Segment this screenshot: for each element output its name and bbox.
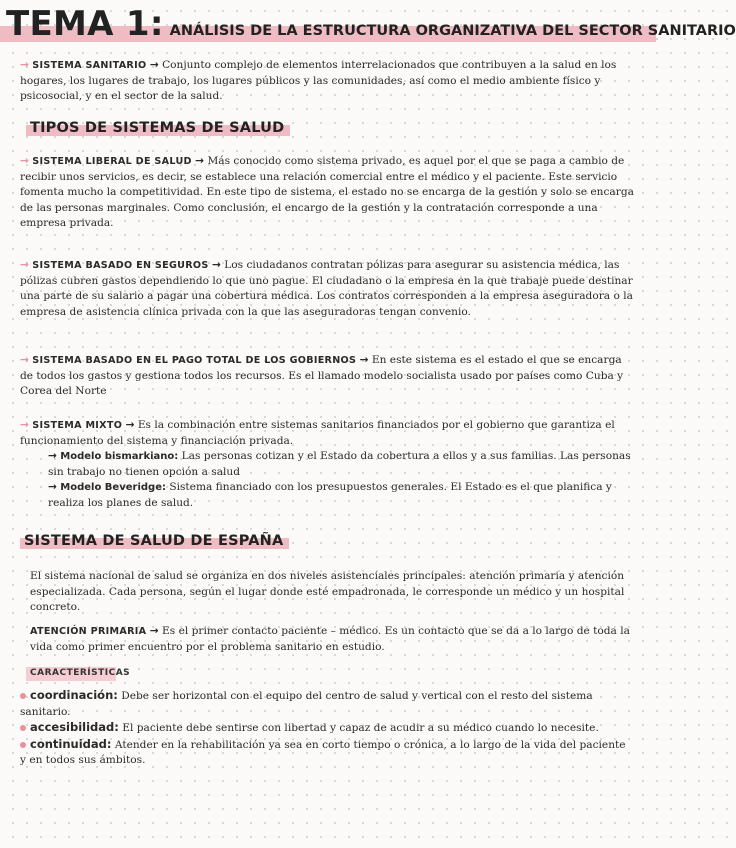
arrow-icon: → [48, 481, 57, 493]
section-heading-spain: SISTEMA DE SALUD DE ESPAÑA [24, 533, 283, 549]
title-main: TEMA 1: [6, 4, 164, 44]
model-beveridge: → Modelo Beveridge: Sistema financiado con los presupuestos generales. El Estado es el que planifica y realiza los planes de salud. [48, 481, 612, 509]
list-item: continuidad: Atender en la rehabilitación ya sea en corto tiempo o crónica, a lo largo de la vida del paciente y en todos sus ámbitos. [20, 736, 626, 766]
arrow-icon: → [149, 625, 159, 637]
intro-text: Conjunto complejo de elementos interrelacionados que contribuyen a la salud en los hogares, los lugares de trabajo, los lugares públicos y las comunidades, así como el medio ambiente físico y psicosocial, y en el sector de la salud. [20, 59, 617, 102]
intro-paragraph [20, 58, 636, 105]
list-item: coordinación: Debe ser horizontal con el equipo del centro de salud y vertical con el resto del sistema sanitario. [20, 688, 593, 718]
bullet-dot-icon [20, 742, 26, 748]
bullet-dot-icon [20, 693, 26, 699]
primary-care: ATENCIÓN PRIMARIA → Es el primer contacto paciente – médico. Es un contacto que se da a lo largo de toda la vida como primer encuentro por el problema sanitario en estudio. [30, 625, 630, 653]
arrow-icon: → [125, 419, 135, 431]
characteristics-label: CARACTERÍSTICAS [30, 668, 131, 678]
model-bismarck: → Modelo bismarkiano: Las personas cotizan y el Estado da cobertura a ellos y a sus familias. Las personas sin trabajo no tienen opción a salud [48, 450, 631, 478]
arrow-icon: → [20, 59, 29, 71]
arrow-icon: → [211, 259, 221, 271]
arrow-icon: → [359, 354, 369, 366]
section-heading-types: TIPOS DE SISTEMAS DE SALUD [30, 120, 284, 136]
bullet-dot-icon [20, 725, 26, 731]
arrow-icon: → [20, 155, 29, 167]
type-item-government: → SISTEMA BASADO EN EL PAGO TOTAL DE LOS GOBIERNOS → En este sistema es el estado el que se encarga de todos los gastos y gestiona todos los recursos. Es el llamado modelo socialista usado por países como Cuba y Corea del Norte [20, 354, 624, 397]
arrow-icon: → [149, 59, 159, 71]
type-item-liberal: → SISTEMA LIBERAL DE SALUD → Más conocido como sistema privado, es aquel por el que se paga a cambio de recibir unos servicios, es decir, se establece una relación comercial entre el médico y el paciente. Este servicio fomenta mucho la competitividad. En este tipo de sistema, el estado no se encarga de la gestión y solo se encarga de las personas marginales. Como conclusión, el encargo de la gestión y la contratación corresponde a una empresa privada. [20, 155, 634, 229]
page-title [0, 4, 736, 46]
type-item-insurance: → SISTEMA BASADO EN SEGUROS → Los ciudadanos contratan pólizas para asegurar su asistencia médica, las pólizas cubren gastos dependiendo lo que uno pague. El ciudadano o la empresa en la que trabaje puede destinar una parte de su salario a pagar una cobertura médica. Los contratos corresponden a la empresa aseguradora o la empresa de asistencia clínica privada con la que las aseguradoras tengan convenio. [20, 259, 633, 318]
arrow-icon: → [195, 155, 205, 167]
arrow-icon: → [20, 419, 29, 431]
list-item: accesibilidad: El paciente debe sentirse con libertad y capaz de acudir a su médico cuando lo necesite. [20, 720, 632, 737]
spain-paragraph: El sistema nacional de salud se organiza en dos niveles asistenciales principales: atención primaria y atención especializada. Cada persona, según el lugar donde esté empadronada, le corresponde un médico y un hospital concreto. [30, 570, 625, 613]
type-item-mixed: → SISTEMA MIXTO → Es la combinación entre sistemas sanitarios financiados por el gobierno que garantiza el funcionamiento del sistema y financiación privada. → Modelo bismarkiano: Las personas cotizan y el Estado da cobertura a ellos y a sus familias. Las personas sin trabajo no tienen opción a salud → Modelo Beveridge: Sistema financiado con los presupuestos generales. El Estado es el que planifica y realiza los planes de salud. [20, 418, 636, 511]
arrow-icon: → [20, 259, 29, 271]
characteristics-list [20, 688, 632, 769]
arrow-icon: → [48, 450, 57, 462]
intro-term: SISTEMA SANITARIO [32, 60, 147, 71]
title-rest: ANÁLISIS DE LA ESTRUCTURA ORGANIZATIVA DEL SECTOR SANITARIO [169, 23, 736, 39]
arrow-icon: → [20, 354, 29, 366]
